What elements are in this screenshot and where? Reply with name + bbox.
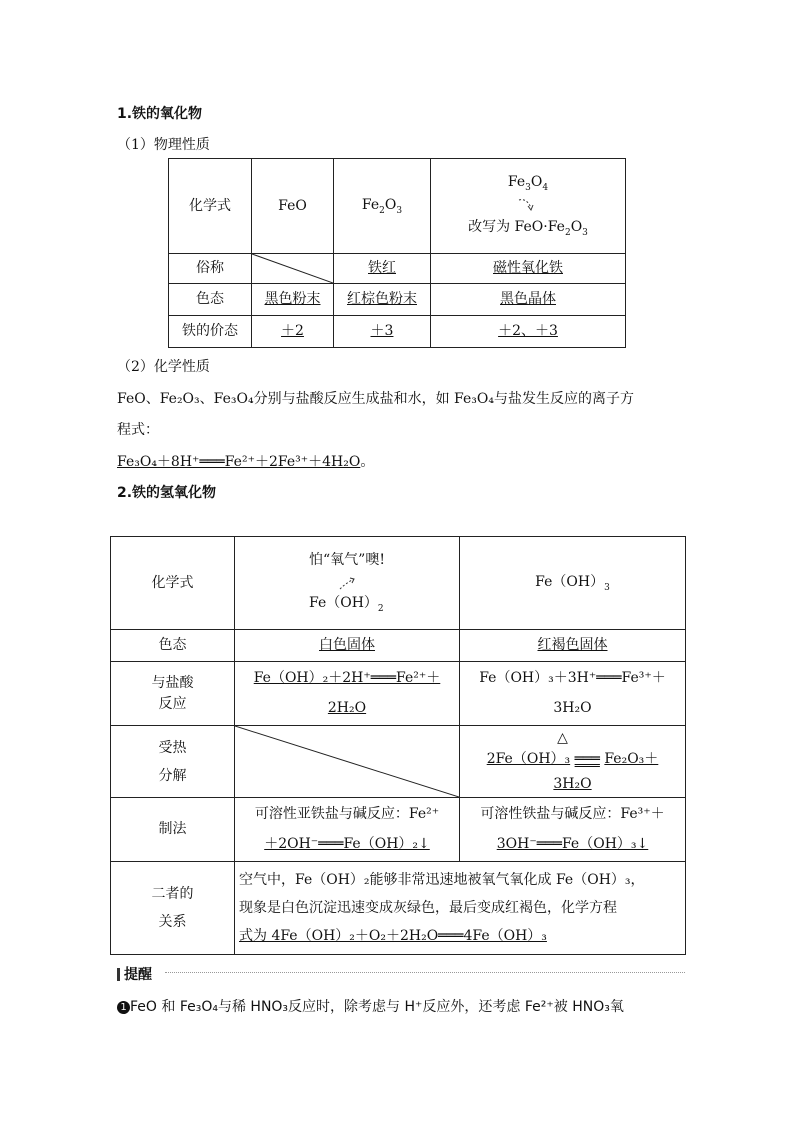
formula-feo: FeO — [252, 159, 334, 254]
fe3o4-rewrite: 改写为 $FeO\cdot Fe_2O_3$ — [468, 219, 588, 238]
empty-diagonal-cell-2 — [235, 726, 460, 798]
color-fe3o4: 黑色晶体 — [431, 284, 626, 316]
header-formula: 化学式 — [169, 159, 252, 254]
common-fe2o3: 铁红 — [334, 254, 431, 284]
valence-feo: ＋2 — [252, 316, 334, 348]
prep-feoh3: 可溶性铁盐与碱反应：Fe³⁺＋ 3OH⁻═══Fe（OH）₃↓ — [460, 798, 686, 862]
tip-divider — [165, 972, 685, 973]
formula-fe2o3: $Fe_2O_3$ — [334, 159, 431, 254]
ionic-equation: Fe₃O₄＋8H⁺═══Fe²⁺＋2Fe³⁺＋4H₂O。 — [117, 454, 375, 470]
color-feo: 黑色粉末 — [252, 284, 334, 316]
common-fe3o4: 磁性氧化铁 — [431, 254, 626, 284]
chem-paragraph-line2: 程式： — [117, 422, 159, 438]
subsection-physical: （1）物理性质 — [117, 137, 210, 153]
heat-feoh3: △ 2Fe（OH）₃ ═══ Fe₂O₃＋ 3H₂O — [460, 726, 686, 798]
row-label-color: 色态 — [169, 284, 252, 316]
prep-feoh2: 可溶性亚铁盐与碱反应：Fe²⁺ ＋2OH⁻═══Fe（OH）₂↓ — [235, 798, 460, 862]
valence-fe2o3: ＋3 — [334, 316, 431, 348]
curved-arrow-icon — [435, 194, 621, 218]
row-label-heat: 受热 分解 — [111, 726, 235, 798]
curved-arrow-icon — [239, 569, 455, 595]
row-label-relation: 二者的 关系 — [111, 862, 235, 955]
chem-paragraph-line1: FeO、Fe₂O₃、Fe₃O₄分别与盐酸反应生成盐和水，如 Fe₃O₄与盐发生反应的离子方 — [117, 391, 634, 407]
row-label-color-2: 色态 — [111, 630, 235, 662]
row-label-acid: 与盐酸 反应 — [111, 662, 235, 726]
tip-item-1: 1 FeO 和 Fe₃O₄与稀 HNO₃反应时，除考虑与 H⁺反应外，还考虑 Fe²⁺被 HNO₃氧 — [117, 996, 624, 1016]
section-title-hydroxides: 2.铁的氢氧化物 — [117, 485, 217, 501]
row-label-prep: 制法 — [111, 798, 235, 862]
valence-fe3o4: ＋2、＋3 — [431, 316, 626, 348]
formula-feoh3: $Fe(OH)_3$ — [460, 537, 686, 630]
empty-diagonal-cell — [252, 254, 334, 284]
subsection-chemical: （2）化学性质 — [117, 359, 210, 375]
tip-heading: 提醒 — [117, 964, 152, 984]
oxides-table — [168, 158, 626, 348]
color-feoh3: 红褐色固体 — [460, 630, 686, 662]
acid-feoh2: Fe（OH）₂＋2H⁺═══Fe²⁺＋ 2H₂O — [235, 662, 460, 726]
acid-feoh3: Fe（OH）₃＋3H⁺═══Fe³⁺＋ 3H₂O — [460, 662, 686, 726]
numbered-circle-icon: 1 — [117, 1001, 130, 1014]
row-label-valence: 铁的价态 — [169, 316, 252, 348]
header-formula-2: 化学式 — [111, 537, 235, 630]
color-feoh2: 白色固体 — [235, 630, 460, 662]
tip-bar-icon — [117, 968, 120, 981]
row-label-common: 俗称 — [169, 254, 252, 284]
section-title-oxides: 1.铁的氧化物 — [117, 106, 203, 122]
formula-fe3o4: $Fe_3O_4$ 改写为 $FeO\cdot Fe_2O_3$ — [431, 159, 626, 254]
formula-feoh2: 怕“氧气”噢! $Fe(OH)_2$ — [235, 537, 460, 630]
fear-oxygen-note: 怕“氧气”噢! — [309, 551, 385, 568]
color-fe2o3: 红棕色粉末 — [334, 284, 431, 316]
relation-text: 空气中，Fe（OH）₂能够非常迅速地被氧气氧化成 Fe（OH）₃， 现象是白色沉淀迅速变成灰绿色，最后变成红褐色，化学方程 式为 4Fe（OH）₂＋O₂＋2H₂O═══4Fe（OH）₃ — [235, 862, 686, 955]
hydroxides-table — [110, 536, 686, 955]
